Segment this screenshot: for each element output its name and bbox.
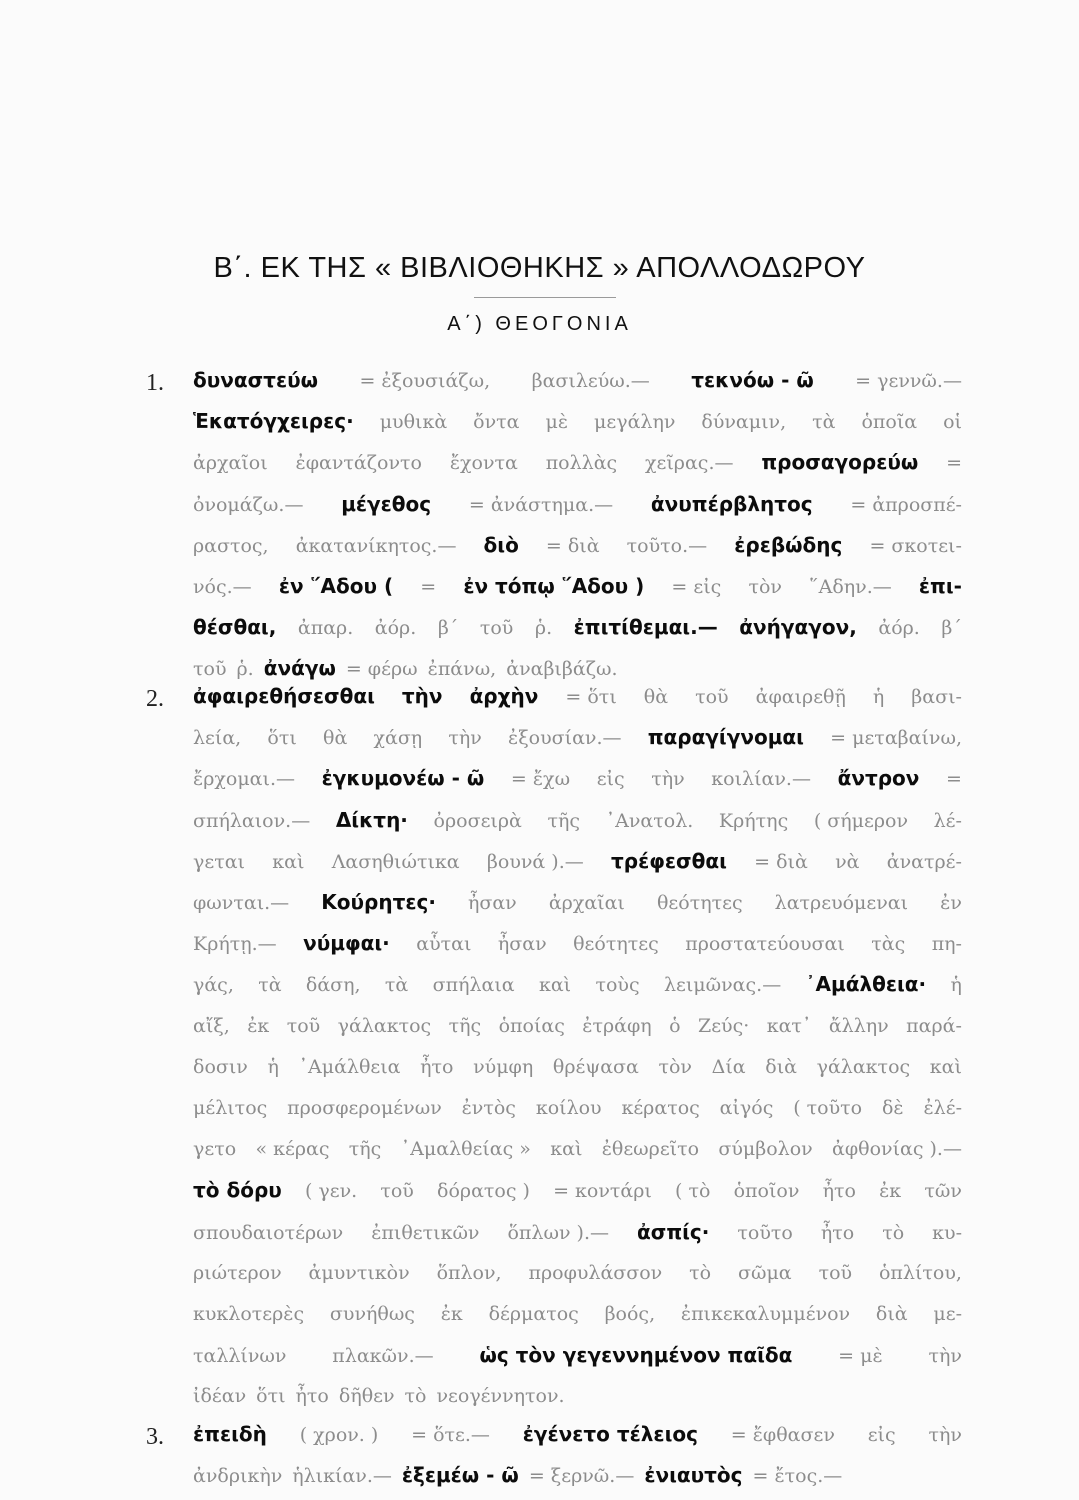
gloss-text: ἀρχαῖοι xyxy=(193,452,268,475)
gloss-text: με- xyxy=(933,1303,962,1325)
gloss-text: ὁ xyxy=(669,1014,681,1037)
gloss-text: ἡ xyxy=(872,686,885,708)
text-line xyxy=(193,927,962,959)
gloss-text: ῥ. xyxy=(236,658,254,681)
gloss-text: εἰς xyxy=(596,768,625,791)
page-title: Β΄. ΕΚ ΤΗΣ « ΒΙΒΛΙΟΘΗΚΗΣ » ΑΠΟΛΛΟΔΩΡΟΥ xyxy=(213,252,866,284)
gloss-text: τοῦτο.— xyxy=(626,534,708,557)
gloss-text: ὀροσειρὰ xyxy=(433,809,522,832)
gloss-text: κατ᾿ xyxy=(766,1014,812,1037)
gloss-text: κοίλου xyxy=(535,1097,602,1119)
gloss-text: ἀκατανίκητος.— xyxy=(295,534,457,557)
gloss-text: β΄ xyxy=(941,617,962,640)
text-line xyxy=(193,1257,962,1289)
gloss-text: λέ- xyxy=(933,809,962,832)
gloss-text: ταλλίνων xyxy=(193,1345,287,1368)
headword: ἀνήγαγον, xyxy=(739,615,857,640)
gloss-text: κοιλίαν.— xyxy=(711,768,811,791)
gloss-text: δάση, xyxy=(305,974,361,997)
gloss-text: ἐν xyxy=(940,892,962,914)
text-line xyxy=(193,1418,962,1450)
gloss-text: χάσῃ xyxy=(373,727,423,750)
gloss-text: = διὰ xyxy=(754,850,808,873)
gloss-text: θὰ xyxy=(323,727,348,750)
gloss-text: Κρήτῃ.— xyxy=(193,933,277,956)
gloss-text: ( γεν. xyxy=(304,1180,358,1203)
gloss-text: βασι- xyxy=(911,686,962,708)
gloss-text: μεγάλην xyxy=(594,411,676,434)
gloss-text: ἔρχομαι.— xyxy=(193,768,295,791)
text-line xyxy=(193,1092,962,1124)
headword: ἄντρον xyxy=(837,766,920,791)
gloss-text: = κοντάρι xyxy=(553,1180,652,1203)
gloss-text: πολλὰς xyxy=(545,452,618,475)
text-line xyxy=(193,405,962,437)
gloss-text: χεῖρας.— xyxy=(645,452,734,475)
gloss-text: μέλιτος xyxy=(193,1097,268,1119)
text-line xyxy=(193,1380,962,1412)
headword: ἐρεβώδης xyxy=(734,532,843,557)
gloss-text: κυκλοτερὲς xyxy=(193,1303,305,1325)
gloss-text: Λασηθιώτικα xyxy=(331,850,460,873)
gloss-text: γεται xyxy=(193,850,245,873)
gloss-text: τὴν xyxy=(651,768,685,791)
section-number: 1. xyxy=(146,370,164,396)
gloss-text: δόρατος ) xyxy=(437,1180,530,1203)
gloss-text: φωνται.— xyxy=(193,892,290,914)
gloss-text: καὶ xyxy=(272,850,305,873)
gloss-text: ἐπιθετικῶν xyxy=(371,1221,480,1244)
gloss-text: τὰ xyxy=(384,974,409,997)
gloss-text: εἰς xyxy=(867,1424,896,1446)
headword: ἐν ῞Αδου ( xyxy=(278,574,394,598)
gloss-text: = ξερνῶ.— xyxy=(528,1465,635,1488)
headword: ἀνυπέρβλητος xyxy=(650,491,813,516)
gloss-text: τὴν xyxy=(448,727,482,750)
gloss-text: ἦτο xyxy=(820,1221,855,1244)
headword: ἐγένετο τέλειος xyxy=(522,1422,698,1446)
gloss-text: προστατεύουσαι xyxy=(685,933,845,956)
gloss-text: ἀόρ. xyxy=(374,617,417,640)
text-line xyxy=(193,529,962,561)
gloss-text: τὰς xyxy=(871,933,906,956)
gloss-text: ἐκ xyxy=(440,1303,463,1325)
gloss-text: = ἐξουσιάζω, xyxy=(359,370,491,392)
gloss-text: παρά- xyxy=(906,1014,962,1037)
gloss-text: ἀφθονίας ).— xyxy=(832,1138,962,1161)
gloss-text: = ἔτος.— xyxy=(752,1465,843,1488)
section-number: 2. xyxy=(146,686,164,712)
gloss-text: Ζεύς· xyxy=(698,1014,750,1037)
gloss-text: = ἀπροσπέ- xyxy=(850,493,962,516)
gloss-text: = φέρω xyxy=(345,658,418,681)
gloss-text: ὁποῖα xyxy=(861,411,918,434)
gloss-text: μυθικὰ xyxy=(379,411,448,434)
text-line xyxy=(193,762,962,794)
gloss-text: ἐθεωρεῖτο xyxy=(601,1138,700,1161)
gloss-text: ᾿Ανατολ. xyxy=(605,809,694,832)
text-line xyxy=(193,968,962,1000)
headword: μέγεθος xyxy=(341,491,432,516)
gloss-text: πη- xyxy=(931,933,962,956)
gloss-text: ὅπλον, xyxy=(436,1261,502,1284)
gloss-text: = ὅτι xyxy=(565,686,617,708)
gloss-text: ( σήμερον xyxy=(813,809,908,832)
text-line xyxy=(193,1298,962,1330)
gloss-text: ᾿Αμαλθείας » xyxy=(400,1138,531,1161)
headword: διὸ xyxy=(483,532,519,557)
gloss-text: τῶν xyxy=(924,1180,962,1203)
gloss-text: = μεταβαίνω, xyxy=(830,727,962,750)
gloss-text: τοῦτο xyxy=(737,1221,793,1244)
gloss-text: τὸν xyxy=(658,1055,692,1078)
gloss-text: ἦτο xyxy=(822,1180,856,1203)
gloss-text: σύμβολον xyxy=(718,1138,813,1161)
gloss-text: τοῦ xyxy=(193,658,227,681)
gloss-text: ἀφαιρεθῇ xyxy=(755,686,846,708)
headword: παραγίγνομαι xyxy=(647,725,804,750)
gloss-text: ὁπλίτου, xyxy=(878,1261,962,1284)
gloss-text: ὀνομάζω.— xyxy=(193,493,304,516)
gloss-text: αἴξ, xyxy=(193,1014,230,1037)
gloss-text: αὗται xyxy=(416,933,472,956)
gloss-text: = ἀνάστημα.— xyxy=(468,493,614,516)
text-line xyxy=(193,1010,962,1042)
section-number: 3. xyxy=(146,1424,164,1450)
gloss-text: ἐκ xyxy=(879,1180,902,1203)
gloss-text: = ἔφθασεν xyxy=(730,1424,835,1446)
gloss-text: ἐξουσίαν.— xyxy=(508,727,622,750)
headword: Ἑκατόγχειρες· xyxy=(193,409,354,434)
gloss-text: σπουδαιοτέρων xyxy=(193,1221,344,1244)
gloss-text: θεότητες xyxy=(573,933,659,956)
gloss-text: λατρευόμεναι xyxy=(774,892,909,914)
gloss-text: δύναμιν, xyxy=(701,411,787,434)
text-line xyxy=(193,804,962,836)
gloss-text: = xyxy=(420,576,437,598)
gloss-text: ὅτι xyxy=(267,727,297,750)
gloss-text: τὸν xyxy=(748,576,782,598)
gloss-text: ἡλικίαν.— xyxy=(292,1465,392,1488)
headword: τὸ δόρυ xyxy=(193,1178,282,1203)
gloss-text: = μὲ xyxy=(838,1345,883,1368)
text-line xyxy=(193,1216,962,1248)
gloss-text: ᾿Αμάλθεια xyxy=(298,1055,401,1078)
section-subtitle: Α΄) ΘΕΟΓΟΝΙΑ xyxy=(447,313,632,335)
gloss-text: προσφερομένων xyxy=(287,1097,442,1119)
gloss-text: ἄλλην xyxy=(828,1014,889,1037)
gloss-text: τοῦ xyxy=(380,1180,414,1203)
headword: ᾿Αμάλθεια· xyxy=(805,972,927,997)
gloss-text: βουνά ).— xyxy=(486,850,584,873)
gloss-text: ἀπαρ. xyxy=(297,617,354,640)
gloss-text: ἡ xyxy=(950,974,962,997)
text-line xyxy=(193,680,962,712)
gloss-text: ὅτι xyxy=(256,1385,286,1408)
headword: ἀφαιρεθήσεσθαι xyxy=(193,684,375,708)
headword: δυναστεύω xyxy=(193,368,318,392)
headword: Δίκτη· xyxy=(335,807,408,832)
gloss-text: θεότητες xyxy=(656,892,743,914)
gloss-text: τὸ xyxy=(882,1221,905,1244)
headword: ὡς τὸν γεγεννημένον παῖδα xyxy=(479,1343,793,1368)
gloss-text: δοσιν xyxy=(193,1055,248,1078)
gloss-text: ἦσαν xyxy=(468,892,517,914)
gloss-text: νὰ xyxy=(835,850,860,873)
gloss-text: δέρματος xyxy=(488,1303,579,1325)
gloss-text: ἀνατρέ- xyxy=(886,850,962,873)
text-line xyxy=(193,1133,962,1165)
gloss-text: νύμφη xyxy=(473,1055,534,1078)
gloss-text: = σκοτει- xyxy=(869,534,962,557)
headword: Κούρητες· xyxy=(321,890,436,914)
headword: τεκνόω - ῶ xyxy=(691,368,814,392)
gloss-text: λειμῶνας.— xyxy=(663,974,782,997)
headword: ἐπιτίθεμαι.— xyxy=(573,615,718,640)
gloss-text: « κέρας xyxy=(255,1138,330,1161)
gloss-text: = xyxy=(946,452,962,475)
gloss-text: ἔχοντα xyxy=(449,452,518,475)
gloss-text: γάλακτος xyxy=(337,1014,432,1037)
text-line xyxy=(193,845,962,877)
gloss-text: = εἰς xyxy=(671,576,722,598)
gloss-text: ἦτο xyxy=(420,1055,454,1078)
gloss-text: τὴν xyxy=(928,1345,962,1368)
gloss-text: σῶμα xyxy=(738,1261,792,1284)
text-line xyxy=(193,886,962,918)
gloss-text: βοός, xyxy=(604,1303,656,1325)
gloss-text: κυ- xyxy=(932,1221,962,1244)
gloss-text: β΄ xyxy=(437,617,459,640)
gloss-text: τοῦ xyxy=(695,686,729,708)
gloss-text: = xyxy=(946,768,962,791)
gloss-text: ἦτο xyxy=(295,1385,329,1408)
headword: τρέφεσθαι xyxy=(611,848,727,873)
gloss-text: προφυλάσσον xyxy=(528,1261,663,1284)
gloss-text: γάς, xyxy=(193,974,234,997)
gloss-text: τὸ xyxy=(404,1385,427,1408)
gloss-text: τοὺς xyxy=(595,974,640,997)
gloss-text: πλακῶν.— xyxy=(332,1345,434,1368)
headword: τὴν xyxy=(401,684,443,708)
gloss-text: ὅπλων ).— xyxy=(507,1221,609,1244)
gloss-text: δὲ xyxy=(881,1097,904,1119)
gloss-text: καὶ xyxy=(550,1138,583,1161)
gloss-text: ὁποίας xyxy=(498,1014,565,1037)
gloss-text: αἰγός xyxy=(719,1097,774,1119)
gloss-text: ἀμυντικὸν xyxy=(308,1261,410,1284)
gloss-text: τοῦ xyxy=(479,617,514,640)
title-divider xyxy=(474,297,616,298)
gloss-text: διὰ xyxy=(875,1303,908,1325)
gloss-text: ὁποῖον xyxy=(733,1180,800,1203)
gloss-text: γετο xyxy=(193,1138,237,1161)
gloss-text: συνήθως xyxy=(329,1303,415,1325)
gloss-text: τῆς xyxy=(348,1138,382,1161)
gloss-text: ἐτράφη xyxy=(582,1014,652,1037)
gloss-text: ραστος, xyxy=(193,534,269,557)
headword: ἐπι- xyxy=(918,574,962,598)
gloss-text: ὄντα xyxy=(473,411,520,434)
headword: θέσθαι, xyxy=(193,615,277,640)
gloss-text: μὲ xyxy=(545,411,569,434)
gloss-text: ἦσαν xyxy=(497,933,547,956)
gloss-text: νεογέννητον. xyxy=(436,1385,565,1408)
gloss-text: ριώτερον xyxy=(193,1261,282,1284)
text-line xyxy=(193,488,962,520)
gloss-text: θὰ xyxy=(643,686,669,708)
gloss-text: οἱ xyxy=(943,411,962,434)
gloss-text: γάλακτος xyxy=(816,1055,911,1078)
gloss-text: Κρήτης xyxy=(718,809,789,832)
text-line xyxy=(193,1174,962,1206)
headword: ἐγκυμονέω - ῶ xyxy=(321,766,485,791)
headword: ἐπειδὴ xyxy=(193,1422,267,1446)
gloss-text: ἐκ xyxy=(247,1014,270,1037)
gloss-text: τὰ xyxy=(812,411,836,434)
gloss-text: θρέψασα xyxy=(552,1055,639,1078)
gloss-text: τῆς xyxy=(547,809,581,832)
headword: ἐν τόπῳ ῞Αδου ) xyxy=(463,574,645,598)
gloss-text: ἐπικεκαλυμμένον xyxy=(680,1303,851,1325)
text-line xyxy=(193,611,962,643)
gloss-text: Δία xyxy=(711,1055,746,1078)
gloss-text: ( τοῦτο xyxy=(793,1097,863,1119)
gloss-text: τοῦ xyxy=(818,1261,853,1284)
gloss-text: τὴν xyxy=(928,1424,962,1446)
text-line xyxy=(193,721,962,753)
gloss-text: δῆθεν xyxy=(338,1385,395,1408)
gloss-text: ἐπάνω, xyxy=(427,658,497,681)
gloss-text: ἀρχαῖαι xyxy=(548,892,625,914)
gloss-text: ἀόρ. xyxy=(878,617,920,640)
text-line xyxy=(193,1459,962,1491)
text-line xyxy=(193,570,962,602)
text-line xyxy=(193,446,962,478)
text-line xyxy=(193,1339,962,1371)
gloss-text: ἡ xyxy=(267,1055,279,1078)
gloss-text: καὶ xyxy=(929,1055,962,1078)
gloss-text: σπήλαιον.— xyxy=(193,809,311,832)
gloss-text: τὸ xyxy=(689,1261,712,1284)
gloss-text: καὶ xyxy=(538,974,572,997)
gloss-text: τοῦ xyxy=(286,1014,321,1037)
gloss-text: ἰδέαν xyxy=(193,1385,247,1408)
text-line xyxy=(193,364,962,396)
gloss-text: ῥ. xyxy=(534,617,553,640)
gloss-text: ἀναβιβάζω. xyxy=(506,658,618,681)
gloss-text: σπήλαια xyxy=(432,974,515,997)
gloss-text: βασιλεύω.— xyxy=(531,370,650,392)
gloss-text: = διὰ xyxy=(545,534,600,557)
gloss-text: τὰ xyxy=(258,974,282,997)
headword: ἐξεμέω - ῶ xyxy=(401,1463,519,1488)
gloss-text: ἐφαντάζοντο xyxy=(295,452,422,475)
gloss-text: ( χρον. ) xyxy=(299,1424,379,1446)
gloss-text: ἐλέ- xyxy=(923,1097,962,1119)
gloss-text: = γεννῶ.— xyxy=(855,370,962,392)
gloss-text: διὰ xyxy=(765,1055,797,1078)
gloss-text: ἀνδρικὴν xyxy=(193,1465,283,1488)
text-line xyxy=(193,1051,962,1083)
headword: προσαγορεύω xyxy=(761,450,919,475)
gloss-text: ( τὸ xyxy=(675,1180,711,1203)
headword: ἀρχὴν xyxy=(469,684,539,708)
headword: ἐνιαυτὸς xyxy=(644,1463,743,1488)
gloss-text: λεία, xyxy=(193,727,242,750)
headword: ἀσπίς· xyxy=(637,1219,710,1244)
gloss-text: ἐντὸς xyxy=(461,1097,516,1119)
gloss-text: τῆς xyxy=(448,1014,482,1037)
gloss-text: κέρατος xyxy=(621,1097,700,1119)
gloss-text: = ὅτε.— xyxy=(411,1424,490,1446)
gloss-text: ῞Αδην.— xyxy=(809,576,892,598)
headword: ἀνάγω xyxy=(263,656,336,681)
gloss-text: νός.— xyxy=(193,576,252,598)
headword: νύμφαι· xyxy=(303,931,390,956)
gloss-text: = ἔχω xyxy=(510,768,571,791)
